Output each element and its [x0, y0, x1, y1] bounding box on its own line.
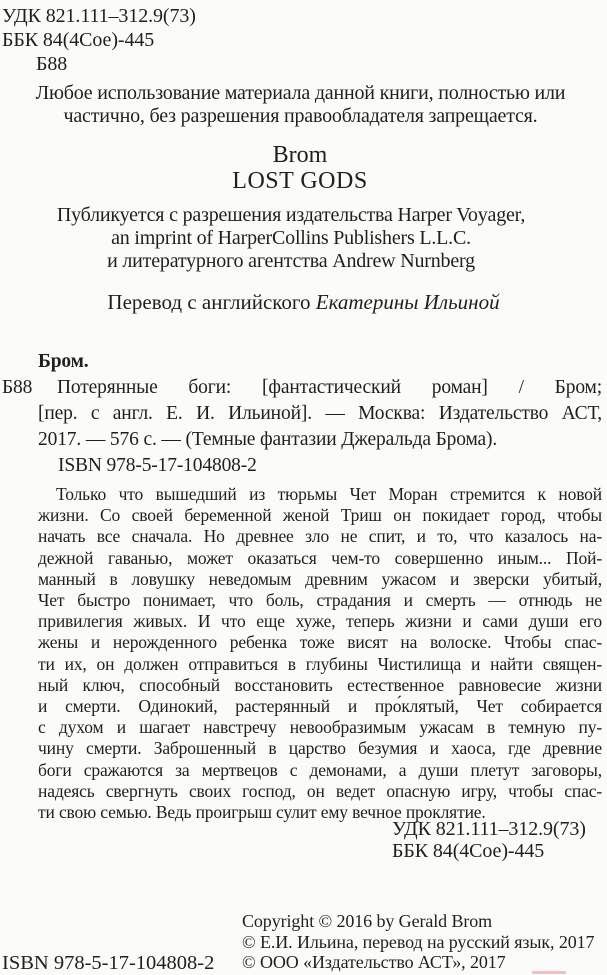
bbk-code: ББК 84(4Сое)-445 — [2, 29, 155, 51]
original-title: LOST GODS — [232, 168, 368, 194]
bib-line: Потерянные боги: [фантастический роман] / Бром; — [57, 377, 602, 398]
copyright-line: Copyright © 2016 by Gerald Brom — [242, 911, 493, 931]
permission-notice — [0, 82, 601, 128]
annotation-line: чину смерти. Заброшенный в царство безумия и хаоса, где древние — [38, 738, 602, 759]
annotation-line: жизни. Со своей беременной женой Триш он покидает город, чтобы — [38, 505, 602, 526]
annotation-line: и смерти. Одинокий, растерянный и про́клятый, Чет собирается — [38, 696, 602, 717]
bib-isbn: ISBN 978-5-17-104808-2 — [58, 455, 257, 476]
annotation-line: привилегия живых. И что еще хуже, теперь жизни и сами души его — [38, 611, 602, 632]
bib-author-heading: Бром. — [38, 351, 89, 372]
annotation-line: Только что вышедший из тюрьмы Чет Моран стремится к новой — [56, 484, 602, 504]
translator-name: Екатерины Ильиной — [315, 290, 500, 314]
publication-rights-line: an imprint of HarperCollins Publishers L.L.C. — [111, 227, 471, 249]
translation-credit-prefix: Перевод с английского — [107, 290, 316, 314]
author-sign: Б88 — [36, 53, 68, 75]
copyright-line: © ООО «Издательство АСТ», 2017 — [242, 952, 506, 972]
bottom-classification-block — [392, 818, 586, 862]
copyright-line: © Е.И. Ильина, перевод на русский язык, 2017 — [242, 931, 595, 952]
bib-author-sign: Б88 — [2, 377, 33, 398]
bbk-code-bottom: ББК 84(4Сое)-445 — [392, 840, 545, 862]
udk-code-bottom: УДК 821.111–312.9(73) — [392, 818, 586, 840]
annotation-line: боги сражаются за мертвецов с демонами, а души плетут заговоры, — [38, 759, 602, 780]
bibliographic-record — [2, 349, 602, 479]
permission-notice-line: Любое использование материала данной книги, полностью или — [35, 82, 566, 104]
bib-line: 2017. — 576 с. — (Темные фантазии Джеральда Брома). — [38, 429, 498, 450]
annotation-line: жены и нерожденного ребенка тоже висят на волоске. Чтобы спас- — [38, 632, 602, 653]
permission-notice-line: частично, без разрешения правообладателя запрещается. — [63, 105, 538, 127]
annotation-line: ный ключ, способный восстановить естественное равновесие жизни — [38, 674, 602, 695]
isbn-bottom: ISBN 978-5-17-104808-2 — [2, 952, 215, 974]
publication-rights-line: и литературного агентства Andrew Nurnberg — [107, 250, 475, 272]
scan-underline-artifact — [532, 971, 566, 974]
original-title-block — [0, 142, 600, 194]
bib-record-body — [2, 375, 602, 479]
annotation-line: дежной гаванью, может оказаться чем-то совершенно иным... Пой- — [38, 547, 602, 568]
annotation-line: ти их, он должен отправиться в глубины Чистилища и найти священ- — [38, 653, 602, 674]
annotation-line: начать все сначала. Но древнее зло не спит, и то, что казалось на- — [38, 526, 602, 547]
annotation-line: манный в ловушку неведомым древним ужасом и зверски убитый, — [38, 568, 602, 589]
annotation-block — [38, 484, 602, 823]
bib-line: [пер. с англ. Е. И. Ильиной]. — Москва: Издательство АСТ, — [38, 403, 602, 424]
annotation-line: ти свою семью. Ведь проигрыш сулит ему вечное проклятие. — [38, 802, 486, 823]
annotation-line: надеясь свергнуть своих господ, он ведет опасную игру, чтобы спас- — [38, 780, 602, 801]
publication-rights-line: Публикуется с разрешения издательства Harper Voyager, — [56, 204, 526, 226]
annotation-line: Чет быстро понимает, что боль, страдания и смерть — отнюдь не — [38, 590, 602, 611]
udk-code: УДК 821.111–312.9(73) — [2, 5, 196, 27]
translation-credit — [0, 290, 607, 314]
publication-rights-block — [0, 204, 582, 273]
top-classification-block — [2, 4, 196, 76]
original-author: Brom — [272, 142, 328, 168]
annotation-line: с духом и шагает навстречу невообразимым ужасам в темную пу- — [38, 717, 602, 738]
copyright-block — [242, 911, 594, 973]
